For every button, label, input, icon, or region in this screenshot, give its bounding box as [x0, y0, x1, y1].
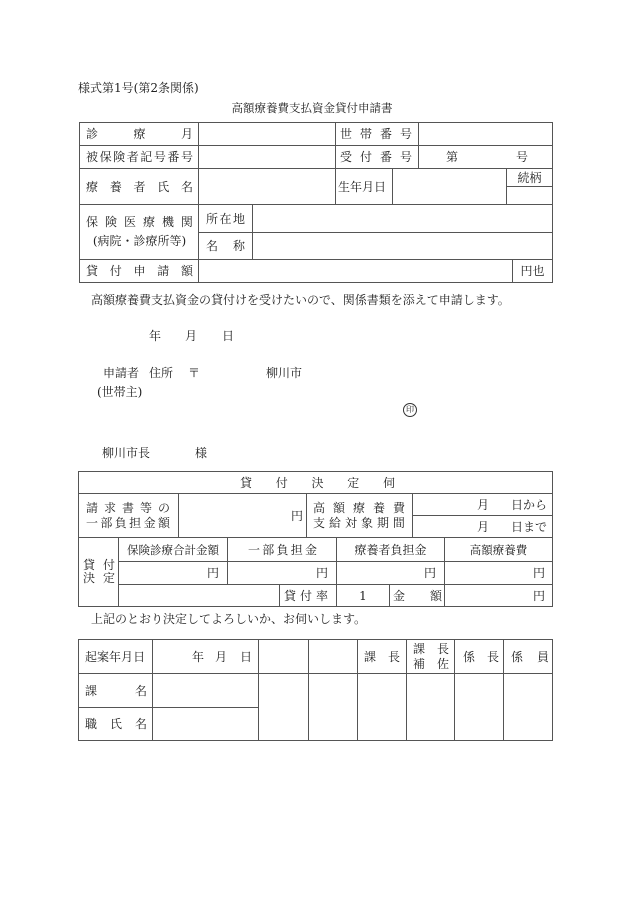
role-header-section-chief — [357, 639, 407, 674]
label-char: 係 — [511, 649, 524, 664]
label-char: 名 — [206, 239, 219, 253]
label-char: 年 — [350, 179, 363, 194]
label-text — [86, 264, 193, 278]
label-char: 記 — [140, 150, 153, 164]
label-char: 機 — [161, 215, 174, 229]
label-char: 額 — [180, 264, 193, 278]
label-text — [86, 213, 193, 232]
sublabel-text: (病院・診療所等) — [92, 234, 187, 248]
label-char: 請 — [86, 500, 99, 515]
approval-note: 上記のとおり決定してよろしいか、お伺いします。 — [91, 612, 367, 626]
institution-name-field — [252, 232, 553, 260]
label-line — [413, 657, 449, 672]
birth-date-field — [392, 168, 507, 205]
label-char: 高 — [313, 500, 326, 515]
label-text — [340, 127, 412, 141]
label-char: 案 — [97, 649, 110, 664]
label-char: 貸 — [86, 264, 99, 278]
label-char: 付 — [102, 558, 115, 572]
label-text — [85, 650, 144, 664]
label-char: 部 — [262, 542, 275, 557]
header-text — [240, 476, 395, 490]
loan-amount-decision-field — [444, 584, 553, 607]
seal-icon: 印 — [403, 403, 417, 417]
label-char: 申 — [133, 264, 146, 278]
amount-unit: 円 — [532, 566, 545, 580]
label-char: 定 — [347, 476, 360, 490]
day-label: 日 — [222, 329, 235, 343]
label-char: 地 — [232, 211, 245, 226]
birth-date-label — [335, 168, 393, 205]
stamp-box-staff — [503, 673, 553, 741]
label-char: 決 — [83, 571, 96, 585]
label-char: 付 — [359, 150, 372, 164]
label-char: 課 — [364, 649, 377, 664]
label-char: 付 — [299, 588, 312, 603]
label-char: 療 — [133, 127, 146, 141]
label-char: 療 — [86, 179, 99, 194]
label-char: 養 — [109, 179, 122, 194]
form-title: 高額療養費支払資金貸付申請書 — [231, 101, 393, 115]
label-text — [338, 180, 386, 194]
label-char: 在 — [219, 211, 232, 226]
amount-unit: 円 — [206, 566, 219, 580]
role-header-subsection-chief — [454, 639, 504, 674]
column-header-total-medical: 保険診療合計金額 — [118, 537, 228, 562]
insured-number-label — [79, 145, 199, 169]
amount-unit: 円 — [315, 566, 328, 580]
period-to-month: 月 — [477, 520, 490, 534]
label-text — [85, 684, 147, 698]
draft-date-field — [152, 639, 259, 674]
label-char: 称 — [232, 239, 245, 253]
month-label: 月 — [185, 329, 198, 343]
label-char: 番 — [379, 127, 392, 141]
label-char: 月 — [180, 127, 193, 141]
label-char: 付 — [109, 264, 122, 278]
blank-header-1 — [258, 639, 309, 674]
label-char: 象 — [360, 515, 373, 530]
blank-cell — [118, 584, 280, 607]
label-char: 号 — [399, 127, 412, 141]
label-char: 名 — [180, 179, 193, 194]
label-text — [284, 589, 328, 603]
column-header-copay — [227, 537, 337, 562]
receipt-prefix: 第 — [446, 150, 459, 164]
household-number-field — [418, 122, 553, 146]
label-char: 月 — [362, 179, 375, 194]
stamp-box-section-chief — [357, 673, 407, 741]
label-char: の — [157, 500, 170, 515]
institution-address-field — [252, 204, 553, 233]
label-char: 負 — [114, 515, 127, 530]
label-text — [86, 180, 193, 194]
label-char: 請 — [157, 264, 170, 278]
label-char: 伺 — [382, 476, 395, 490]
label-char: 額 — [157, 515, 170, 530]
patient-burden-amount — [336, 561, 445, 585]
label-char: 間 — [392, 515, 405, 530]
label-char: 職 — [85, 717, 98, 731]
label-char: 療 — [352, 500, 365, 515]
institution-name-label — [198, 232, 253, 260]
form-number: 様式第1号(第2条関係) — [78, 81, 199, 95]
label-char: 長 — [387, 649, 400, 664]
insured-number-field — [198, 145, 336, 169]
label-char: 番 — [167, 150, 180, 164]
amount-unit: 円 — [423, 566, 436, 580]
label-char: 関 — [180, 215, 193, 229]
label-text — [206, 239, 245, 253]
relationship-label: 続柄 — [506, 168, 553, 187]
stamp-box-1 — [258, 673, 309, 741]
addressee-name: 柳川市長 — [102, 446, 151, 460]
label-text — [248, 543, 317, 557]
relationship-field — [506, 186, 553, 205]
label-char: 課 — [85, 683, 98, 698]
staff-name-field — [152, 707, 259, 741]
draft-date-label — [78, 639, 153, 674]
benefit-period-label — [306, 493, 413, 538]
label-char: 帯 — [359, 127, 372, 141]
label-char: 金 — [304, 542, 317, 557]
label-char: 号 — [153, 150, 166, 164]
label-char: 担 — [129, 515, 142, 530]
medical-month-field — [198, 122, 336, 146]
label-char: 起 — [85, 649, 98, 664]
label-char: 番 — [379, 150, 392, 164]
label-char: 被 — [86, 150, 99, 164]
label-char: 診 — [86, 127, 99, 141]
loan-rate-label — [279, 584, 337, 607]
label-char: 負 — [276, 542, 289, 557]
label-line — [86, 516, 170, 531]
role-header-deputy-chief — [406, 639, 455, 674]
label-char: 担 — [290, 542, 303, 557]
copay-unit: 円 — [290, 508, 303, 523]
label-char: 保 — [99, 150, 112, 164]
label-text — [86, 127, 193, 141]
label-line — [313, 501, 405, 516]
loan-amount-field — [198, 259, 513, 283]
label-char: 療 — [142, 215, 155, 229]
label-char: 一 — [248, 542, 261, 557]
label-char: 書 — [121, 500, 134, 515]
institution-address-label — [198, 204, 253, 233]
label-text — [86, 150, 193, 164]
label-char: 者 — [133, 179, 146, 194]
period-to-day: 日まで — [510, 520, 547, 534]
label-char: 医 — [123, 215, 136, 229]
decision-header — [78, 471, 553, 494]
applicant-label: 申請者 — [103, 366, 140, 380]
label-text — [340, 150, 412, 164]
label-char: 費 — [392, 500, 405, 515]
addressee-honorific: 様 — [195, 446, 208, 460]
application-statement: 高額療養費支払資金の貸付けを受けたいので、関係書類を添えて申請します。 — [91, 293, 510, 307]
label-char: 付 — [275, 476, 288, 490]
label-line — [86, 501, 170, 516]
label-char: 額 — [332, 500, 345, 515]
label-char: 額 — [429, 588, 442, 603]
column-header-high-cost: 高額療養費 — [444, 537, 553, 562]
household-number-label — [335, 122, 419, 146]
label-char: 貸 — [284, 588, 297, 603]
stamp-box-2 — [308, 673, 358, 741]
label-char: 名 — [134, 717, 147, 731]
label-char: 養 — [372, 500, 385, 515]
label-char: 等 — [139, 500, 152, 515]
label-char: 支 — [313, 515, 326, 530]
city-name: 柳川市 — [266, 366, 303, 380]
label-text — [85, 717, 147, 731]
draft-year-label: 年 — [191, 649, 204, 664]
receipt-suffix: 号 — [516, 150, 529, 164]
label-char: 世 — [340, 127, 353, 141]
label-text — [463, 650, 499, 664]
copay-amount — [227, 561, 337, 585]
label-char: 保 — [86, 215, 99, 229]
loan-amount-decision-label — [389, 584, 445, 607]
section-name-field — [152, 673, 259, 708]
amount-unit: 円 — [532, 588, 545, 603]
year-label: 年 — [149, 329, 162, 343]
column-header-patient-burden: 療養者負担金 — [336, 537, 445, 562]
loan-amount-label — [79, 259, 199, 283]
draft-day-label: 日 — [239, 649, 252, 664]
role-header-staff — [503, 639, 553, 674]
address-label: 住所 — [149, 366, 174, 380]
label-char: 険 — [113, 150, 126, 164]
label-char: 決 — [311, 476, 324, 490]
label-text — [364, 650, 400, 664]
label-line — [413, 642, 449, 657]
label-char: 氏 — [109, 717, 122, 731]
patient-name-field — [198, 168, 336, 205]
label-char: 補 — [413, 656, 426, 671]
label-char: 係 — [463, 649, 476, 664]
blank-header-2 — [308, 639, 358, 674]
stamp-box-subsection-chief — [454, 673, 504, 741]
period-from-day: 日から — [510, 498, 547, 512]
label-line — [313, 516, 405, 531]
label-char: 佐 — [436, 656, 449, 671]
loan-decision-label — [78, 537, 119, 607]
label-char: 号 — [180, 150, 193, 164]
label-char: 課 — [413, 641, 426, 656]
section-name-label — [78, 673, 153, 708]
label-char: 期 — [376, 515, 389, 530]
label-char: 金 — [393, 588, 406, 603]
label-char: 員 — [536, 649, 549, 664]
label-text — [206, 212, 245, 226]
stamp-box-deputy-chief — [406, 673, 455, 741]
label-char: 日 — [133, 649, 146, 664]
receipt-number-label — [335, 145, 419, 169]
label-text — [511, 650, 549, 664]
medical-institution-label — [79, 204, 199, 260]
label-char: 日 — [374, 179, 387, 194]
postal-mark-icon: 〒 — [188, 366, 201, 380]
copay-label — [78, 493, 179, 538]
label-char: 所 — [206, 211, 219, 226]
label-char: 険 — [104, 215, 117, 229]
household-head-label: (世帯主) — [97, 385, 143, 399]
label-char: 貸 — [83, 558, 96, 572]
label-line — [83, 572, 115, 585]
label-char: 生 — [338, 179, 351, 194]
label-char: 貸 — [240, 476, 253, 490]
draft-month-label: 月 — [214, 649, 227, 664]
label-char: 求 — [103, 500, 116, 515]
label-char: 名 — [134, 683, 147, 698]
label-char: 率 — [315, 588, 328, 603]
label-char: 対 — [344, 515, 357, 530]
staff-name-label — [78, 707, 153, 741]
label-char: 部 — [100, 515, 113, 530]
label-char: 号 — [399, 150, 412, 164]
label-char: 金 — [143, 515, 156, 530]
period-to-field — [412, 515, 553, 538]
label-char: 月 — [121, 649, 134, 664]
high-cost-amount — [444, 561, 553, 585]
label-char: 年 — [109, 649, 122, 664]
copay-field — [178, 493, 307, 538]
medical-month-label — [79, 122, 199, 146]
label-char: 氏 — [157, 179, 170, 194]
label-char: 受 — [340, 150, 353, 164]
receipt-number-field — [418, 145, 553, 169]
loan-amount-unit: 円也 — [512, 259, 553, 283]
label-char: 長 — [436, 641, 449, 656]
label-char: 長 — [486, 649, 499, 664]
label-char: 一 — [86, 515, 99, 530]
period-from-field — [412, 493, 553, 516]
period-from-month: 月 — [477, 498, 490, 512]
total-medical-amount — [118, 561, 228, 585]
label-text — [393, 589, 442, 603]
label-char: 者 — [126, 150, 139, 164]
label-char: 定 — [102, 571, 115, 585]
loan-rate-value: 1 — [336, 584, 390, 607]
label-char: 給 — [328, 515, 341, 530]
patient-name-label — [79, 168, 199, 205]
